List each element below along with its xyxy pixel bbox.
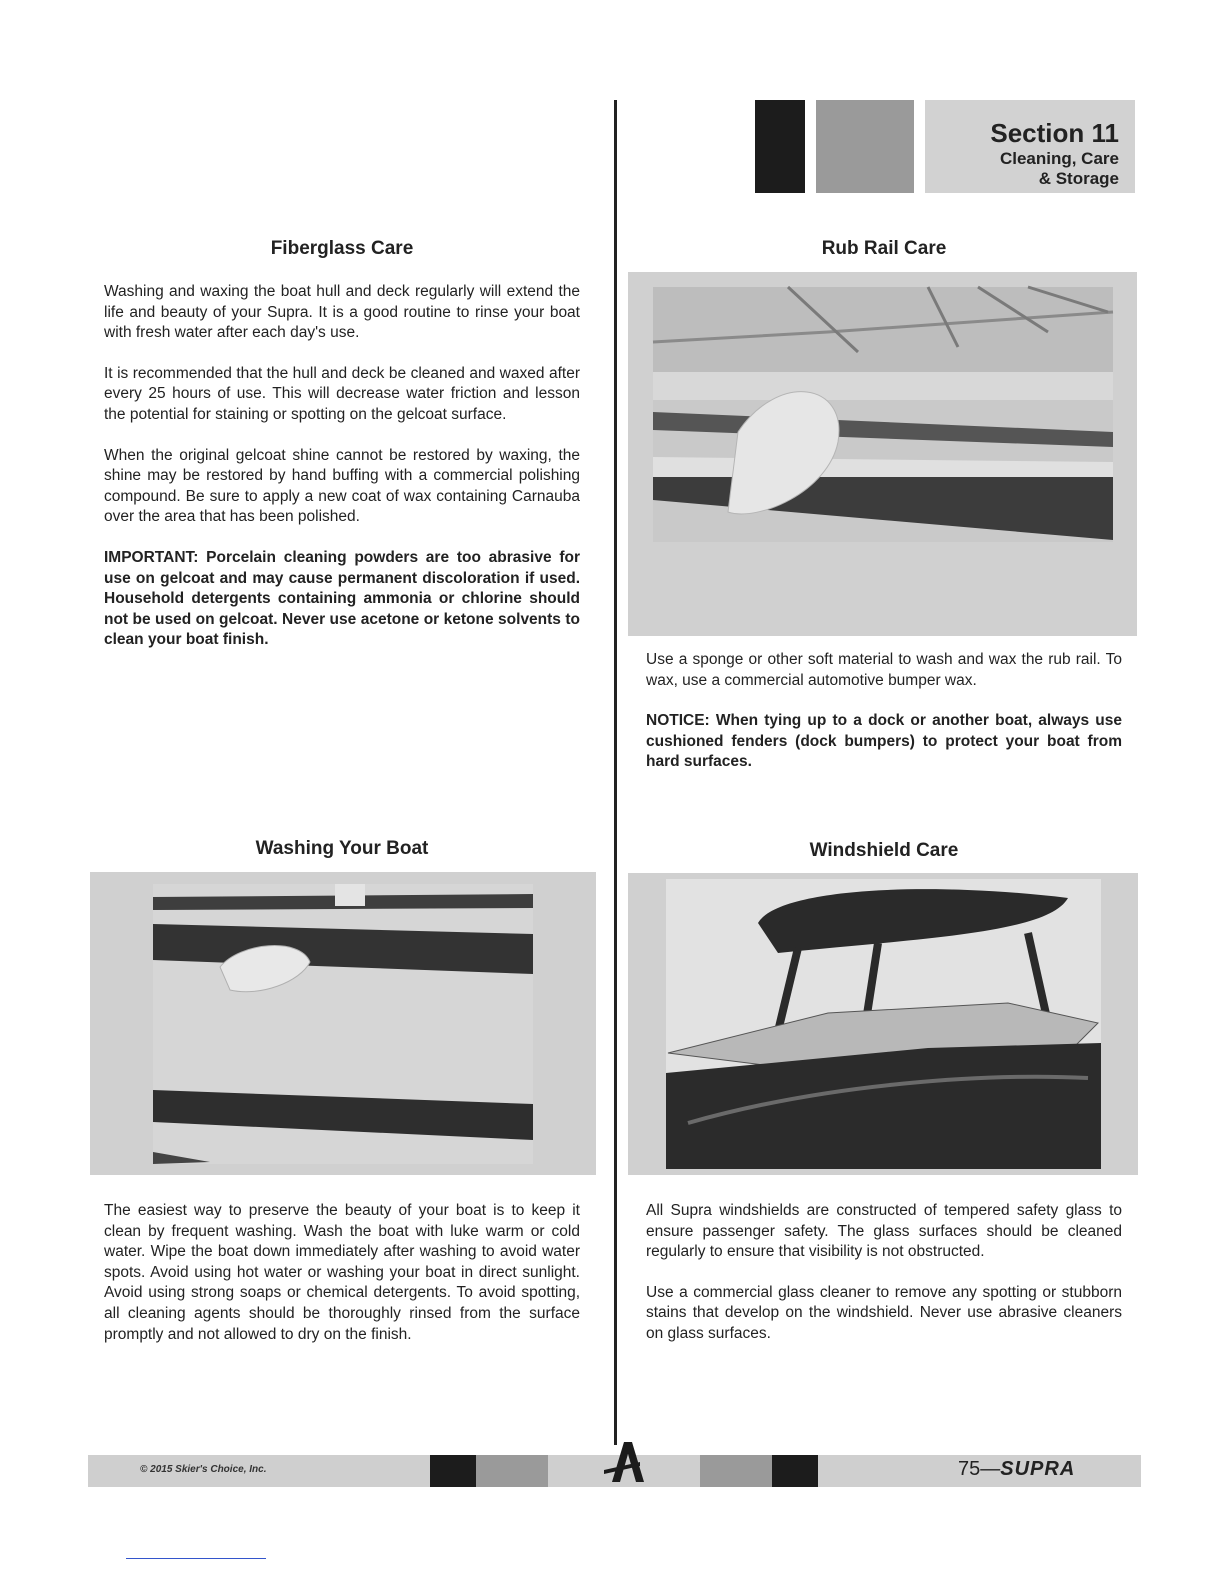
fiberglass-heading: Fiberglass Care [270,238,414,259]
footer-page-info [958,1458,1075,1481]
section-subtitle-line1: Cleaning, Care [999,149,1119,168]
section-block-grey [816,100,914,193]
windshield-heading: Windshield Care [809,840,959,861]
windshield-photo [628,873,1138,1175]
fiberglass-body [104,282,580,671]
fiberglass-important: IMPORTANT: Porcelain cleaning powders are too abrasive for use on gelcoat and may cause permanent discoloration if used. Household detergents containing ammonia or chlorine should not be used on gelcoat. Never use acetone or ketone solvents to clean your boat finish. [104,548,580,649]
windshield-paragraph-1: All Supra windshields are constructed of tempered safety glass to ensure passenger safety. The glass surfaces should be cleaned regularly to ensure that visibility is not obstructed. [646,1202,1122,1261]
bottom-rule [126,1558,266,1559]
page-number: 75 [958,1458,981,1480]
brand-wordmark: SUPRA [1000,1458,1076,1480]
section-subtitle-line2: & Storage [1038,169,1119,188]
washing-body [104,1201,580,1365]
fiberglass-paragraph-1: Washing and waxing the boat hull and deck regularly will extend the life and beauty of your Supra. It is a good routine to rinse your boat with fresh water after each day's use. [104,283,580,342]
footer-block-grey-right [700,1455,772,1487]
rubrail-paragraph-1: Use a sponge or other soft material to wash and wax the rub rail. To wax, use a commercial automotive bumper wax. [646,651,1122,689]
rubrail-heading: Rub Rail Care [821,238,947,259]
section-block-dark [755,100,805,193]
windshield-boat-illustration [628,873,1138,1175]
rubrail-notice: NOTICE: When tying up to a dock or another boat, always use cushioned fenders (dock bumpers) to protect your boat from hard surfaces. [646,712,1122,771]
windshield-body [646,1201,1122,1365]
section-title: Section 11 [990,118,1119,148]
rubrail-photo [628,272,1137,636]
section-header [925,100,1135,193]
fiberglass-paragraph-3: When the original gelcoat shine cannot be restored by waxing, the shine may be restored by hand buffing with a commercial polishing compound. Be sure to apply a new coat of wax containing Carnauba over the area that has been polished. [104,446,580,526]
washing-boat-illustration [90,872,596,1175]
page-dash: — [980,1458,1001,1480]
washing-heading: Washing Your Boat [255,838,429,859]
washing-photo [90,872,596,1175]
windshield-paragraph-2: Use a commercial glass cleaner to remove any spotting or stubborn stains that develop on the windshield. Never use abrasive cleaners on glass surfaces. [646,1283,1122,1342]
footer-block-dark-left [430,1455,476,1487]
washing-paragraph-1: The easiest way to preserve the beauty of your boat is to keep it clean by frequent washing. Wash the boat with luke warm or cold water. Wipe the boat down immediately after washing to avoid water spots. Avoid using hot water or washing your boat in direct sunlight. Avoid using strong soaps or chemical detergents. To avoid spotting, all cleaning agents should be thoroughly rinsed from the surface promptly and not allowed to dry on the finish. [104,1202,580,1343]
supra-logo-icon [592,1436,652,1486]
rubrail-boat-illustration [628,272,1137,636]
fiberglass-paragraph-2: It is recommended that the hull and deck be cleaned and waxed after every 25 hours of use. This will decrease water friction and lesson the potential for staining or spotting on the gelcoat surface. [104,364,580,423]
rubrail-body [646,650,1122,793]
footer-copyright: © 2015 Skier's Choice, Inc. [140,1464,267,1475]
footer-block-grey-left [476,1455,548,1487]
column-divider [614,100,617,1445]
footer-block-dark-right [772,1455,818,1487]
